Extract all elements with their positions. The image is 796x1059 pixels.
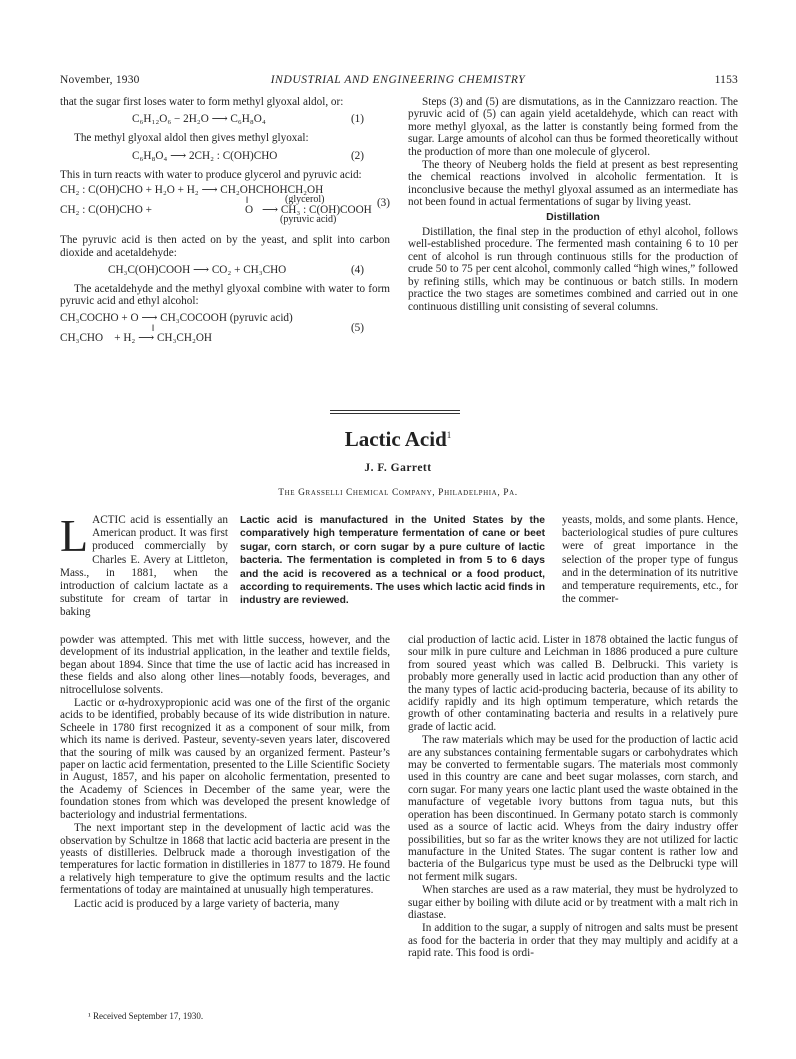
title-rule-top	[330, 410, 460, 411]
paragraph: powder was attempted. This met with little success, however, and the development of its industrial application, in the leather and textile fields, began about 1894. Since that time the use of lactic acid has increased in these fields and also along other lines—notably foods, beverages, and nitrocellulose solvents.	[60, 634, 390, 696]
paragraph: cial production of lactic acid. Lister in 1878 obtained the lactic fungus of sour milk in pure culture and Leichman in 1886 produced a pure culture from soured yeast which was called B. Delbrucki. This variety is probably more generally used in lactic acid production than any other of the many types of lactic acid-producing bacteria, because of its ability to acidify rapidly and its high optimum temperature, which retards the growth of other contaminating bacteria and results in a relatively pure grade of lactic acid.	[408, 634, 738, 733]
top-left-column	[60, 96, 390, 350]
paragraph: The theory of Neuberg holds the field at present as best representing the chemical reactions involved in alcoholic fermentation. It is inconclusive because the methyl glyoxal assumed as an intermediate has not been found in actual fermentations of sugar by living yeast.	[408, 159, 738, 209]
equation-2	[60, 150, 390, 164]
paragraph: Lactic acid is produced by a large variety of bacteria, many	[74, 897, 340, 910]
equation-4	[60, 264, 390, 278]
paragraph: When starches are used as a raw material, they must be hydrolyzed to sugar either by boiling with dilute acid or by treatment with a malt rich in diastase.	[408, 884, 738, 921]
paragraph: The next important step in the development of lactic acid was the observation by Schultze in 1868 that lactic acid bacteria are present in the yeasts of distilleries. Delbruck made a thorough investigation of the temperatures for lactic formation in distilleries in 1877 to 1879. He found a relatively high temperature to give the optimum results and the lactic fermentations of today are maintained at unusually high temperatures.	[60, 822, 390, 897]
equation-oxygen: O	[245, 204, 254, 217]
equation-number: (4)	[350, 264, 364, 277]
article-title-text: Lactic Acid	[344, 427, 447, 451]
equation-number: (1)	[350, 113, 364, 126]
intro-text: ACTIC acid is essentially an American product. It was first produced commercially by Charles E. Avery at Littleton, Mass., in 1881, when the introduction of calcium lactate as a substitute for cream of tartar in baking	[60, 514, 228, 619]
paragraph: Steps (3) and (5) are dismutations, as in the Cannizzaro reaction. The pyruvic acid of (5) can again yield acetaldehyde, which can react with more methyl glyoxal, as the latter is constantly being formed from the sugar. Large amounts of alcohol can thus be formed theoretically without the production of more than one molecule of glycerol.	[408, 96, 738, 158]
equation-3	[60, 184, 390, 228]
page-number: 1153	[714, 74, 738, 86]
equation-bond: ‖	[246, 195, 249, 206]
equation-1	[60, 113, 390, 127]
paragraph: Distillation, the final step in the production of ethyl alcohol, follows well-established procedure. The fermented mash containing 6 to 10 per cent of alcohol is run through continuous stills for the production of crude 50 to 75 per cent alcohol, commonly called “high wines,” followed by refining stills, which may be continuous or batch stills. In modern practice the two stages are sometimes combined and carried out in one continuous distilling unit consisting of several columns.	[408, 226, 738, 313]
title-footnote-mark: 1	[446, 430, 452, 440]
paragraph: The methyl glyoxal aldol then gives methyl glyoxal:	[74, 132, 309, 145]
title-rule-bottom	[330, 413, 460, 414]
body-right-column	[408, 634, 738, 961]
equation-label: (glycerol)	[285, 194, 325, 206]
top-right-column	[408, 96, 738, 314]
equation-line: CH₂ : C(OH)CHO + H₂O + H₂ ⟶ CH₂OHCHOHCH₂OH	[60, 184, 324, 197]
paragraph: In addition to the sugar, a supply of nitrogen and salts must be present as food for the bacteria in order that they may multiply and acidify at a rapid rate. This food is ordi-	[408, 922, 738, 960]
equation-line: CH₂ : C(OH)CHO +	[60, 204, 152, 217]
equation-number: (5)	[350, 321, 364, 334]
paragraph: that the sugar first loses water to form methyl glyoxal aldol, or:	[60, 96, 344, 108]
footnote: ¹ Received September 17, 1930.	[88, 1011, 204, 1021]
intro-left	[60, 510, 228, 620]
equation-line: CH₃CHO + H₂ ⟶ CH₃CH₂OH	[60, 331, 213, 344]
paragraph: This in turn reacts with water to produce glycerol and pyruvic acid:	[60, 168, 362, 181]
equation-expression: C₆H₁₂O₆ − 2H₂O ⟶ C₆H₈O₄	[132, 113, 266, 126]
paragraph: The pyruvic acid is then acted on by the yeast, and split into carbon dioxide and acetaldehyde:	[60, 234, 390, 259]
affiliation: The Grasselli Chemical Company, Philadelphia, Pa.	[278, 488, 518, 498]
running-header-date: November, 1930	[60, 74, 140, 86]
running-header-journal: INDUSTRIAL AND ENGINEERING CHEMISTRY	[270, 74, 526, 86]
intro-right: yeasts, molds, and some plants. Hence, bacteriological studies of pure cultures were of great importance in the selection of the proper type of fungus and in the determination of its nutritive and temperature requirements, etc., for the commer-	[562, 514, 738, 606]
equation-expression: C₆H₈O₄ ⟶ 2CH₂ : C(OH)CHO	[132, 149, 278, 162]
equation-expression: CH₃C(OH)COOH ⟶ CO₂ + CH₃CHO	[108, 264, 287, 277]
section-heading: Distillation	[546, 210, 600, 223]
paragraph: The acetaldehyde and the methyl glyoxal combine with water to form pyruvic acid and ethyl alcohol:	[60, 283, 390, 308]
equation-line: CH₃COCHO + O ⟶ CH₃COCOOH (pyruvic acid)	[60, 311, 293, 324]
author: J. F. Garrett	[364, 462, 432, 474]
equation-label: (pyruvic acid)	[280, 214, 337, 226]
equation-5	[60, 312, 390, 346]
drop-cap: L	[60, 510, 89, 561]
article-title	[0, 427, 796, 451]
body-left-column	[60, 634, 390, 911]
equation-number: (2)	[350, 149, 364, 162]
abstract: Lactic acid is manufactured in the United States by the comparatively high temperature fermentation of cane or beet sugar, corn starch, or corn sugar by a pure culture of lactic bacteria. The fermentation is completed in from 5 to 6 days and the acid is recovered as a technical or a food product, according to requirements. The uses which lactic acid finds in industry are reviewed.	[240, 515, 545, 607]
paragraph: The raw materials which may be used for the production of lactic acid are any substances containing fermentable sugars or carbohydrates which may be converted to fermentable sugars. The materials most commonly used in this country are cane and beet sugar molasses, corn starch, and corn sugar. For many years one lactic plant used the waste obtained in the manufacture of vegetable ivory buttons from tagua nuts, but this operation has been discontinued. In Germany potato starch is commonly used as a source of lactic acid. Wheys from the dairy industry offer possibilities, but so far as the writer knows they are not utilized for lactic manufacture in the United States. The sugar content is rather low and bacteria of the Bulgaricus type must be used as the Delbrucki type will not ferment milk sugars.	[408, 734, 738, 883]
paragraph: Lactic or α-hydroxypropionic acid was one of the first of the organic acids to be identified, probably because of its wide distribution in nature. Scheele in 1780 first recognized it as a component of sour milk, from which its name is derived. Pasteur, seventy-seven years later, discovered that the souring of milk was caused by an organized ferment. Pasteur’s paper on lactic acid fermentation, presented to the Lille Scientific Society in August, 1857, and his paper on alcoholic fermentation, presented to the Academy of Sciences in December of the same year, were the foundation stones from which was developed the present knowledge of bacteriology and industrial fermentations.	[60, 697, 390, 821]
equation-number: (3)	[376, 197, 390, 210]
equation-bond: ‖	[152, 322, 155, 333]
equation-line: ⟶ CH₃ : C(OH)COOH	[262, 204, 372, 217]
